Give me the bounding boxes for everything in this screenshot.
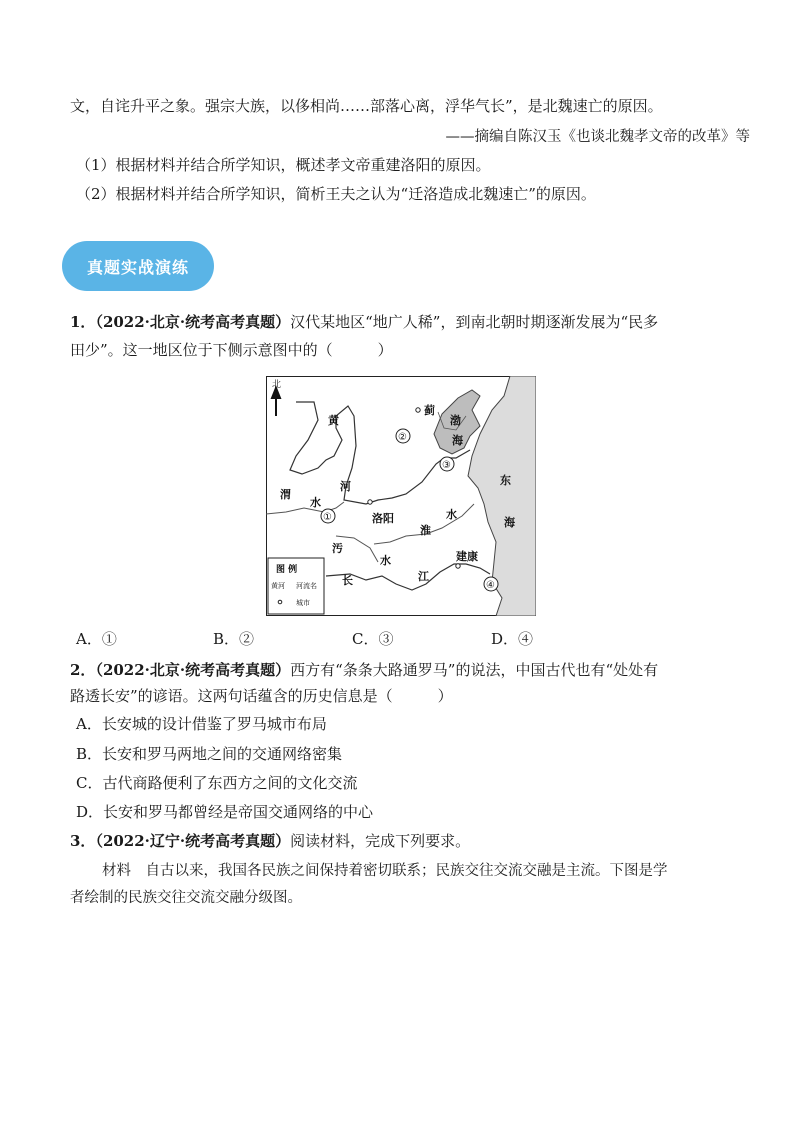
q1-option-b[interactable]: B．② [213,630,255,648]
legend-river-sample: 黄河 [271,582,285,590]
question-number: 3． [70,832,96,850]
legend-city-label: 城市 [296,599,310,607]
question-tag: （2022·北京·统考高考真题） [95,313,291,331]
sub-question-2: （2）根据材料并结合所学知识，简析王夫之认为“迁洛造成北魏速亡”的原因。 [76,185,596,203]
material-text-line-1: 材料 自古以来，我国各民族之间保持着密切联系；民族交往交流交融是主流。下图是学 [102,863,668,879]
question-1-line-2: 田少”。这一地区位于下侧示意图中的（ ） [70,341,393,359]
question-2-line-2: 路透长安”的谚语。这两句话蕴含的历史信息是（ ） [70,687,453,705]
label-huai: 淮 [420,524,431,537]
material-line: 文，自诧升平之象。强宗大族，以侈相尚……部落心离，浮华气长”，是北魏速亡的原因。 [70,97,663,115]
label-he: 河 [340,480,351,493]
q1-option-d[interactable]: D．④ [491,630,534,648]
q2-option-a[interactable]: A．长安城的设计借鉴了罗马城市布局 [76,715,327,733]
legend-river-label: 河流名 [296,582,317,590]
q1-option-c[interactable]: C．③ [352,630,394,648]
question-tag: （2022·北京·统考高考真题） [95,661,291,679]
sub-question-1: （1）根据材料并结合所学知识，概述孝文帝重建洛阳的原因。 [76,156,491,174]
question-text: 西方有“条条大路通罗马”的说法，中国古代也有“处处有 [290,661,659,679]
question-tag: （2022·辽宁·统考高考真题） [95,832,291,850]
question-1-line-1 [70,312,658,332]
marker-3: ③ [442,460,451,471]
label-huang: 黄 [328,414,339,427]
city-ji-marker [416,408,420,412]
label-shui-3: 水 [380,554,391,567]
map-legend [268,558,324,614]
section-title: 真题实战演练 [86,258,189,277]
question-2-line-1 [70,660,658,680]
label-jiankang: 建康 [456,550,478,563]
q1-option-a[interactable]: A．① [76,630,117,648]
marker-4: ④ [486,580,495,591]
material-text-line-2: 者绘制的民族交往交流交融分级图。 [70,890,302,906]
label-hai-2: 海 [504,516,515,529]
question-number: 1． [70,313,96,331]
historical-map [266,376,536,616]
marker-2: ② [398,432,407,443]
label-hai-1: 海 [452,434,463,447]
legend-title: 图 例 [276,565,298,575]
label-chang: 长 [342,574,353,587]
section-banner [62,241,214,291]
label-bo: 渤 [450,414,461,427]
city-luoyang-marker [368,500,372,504]
label-wei: 渭 [280,488,291,501]
question-3-line-1 [70,831,470,851]
marker-1: ① [323,512,332,523]
label-dong: 东 [500,474,511,487]
label-shui-2: 水 [446,508,457,521]
label-ji: 蓟 [424,404,435,417]
label-luoyang: 洛阳 [372,512,394,525]
q2-option-b[interactable]: B．长安和罗马两地之间的交通网络密集 [76,745,343,763]
q2-option-d[interactable]: D．长安和罗马都曾经是帝国交通网络的中心 [76,803,374,821]
label-shui-1: 水 [310,496,321,509]
label-jiang: 江 [418,570,429,583]
question-text: 汉代某地区“地广人稀”，到南北朝时期逐渐发展为“民多 [290,313,659,331]
city-jiankang-marker [456,564,460,568]
north-label: 北 [272,380,282,390]
label-ru: 汚 [332,542,343,555]
question-text: 阅读材料，完成下列要求。 [290,832,471,850]
source-citation: ——摘编自陈汉玉《也谈北魏孝文帝的改革》等 [445,129,750,145]
q2-option-c[interactable]: C．古代商路便利了东西方之间的文化交流 [76,774,358,792]
question-number: 2． [70,661,96,679]
